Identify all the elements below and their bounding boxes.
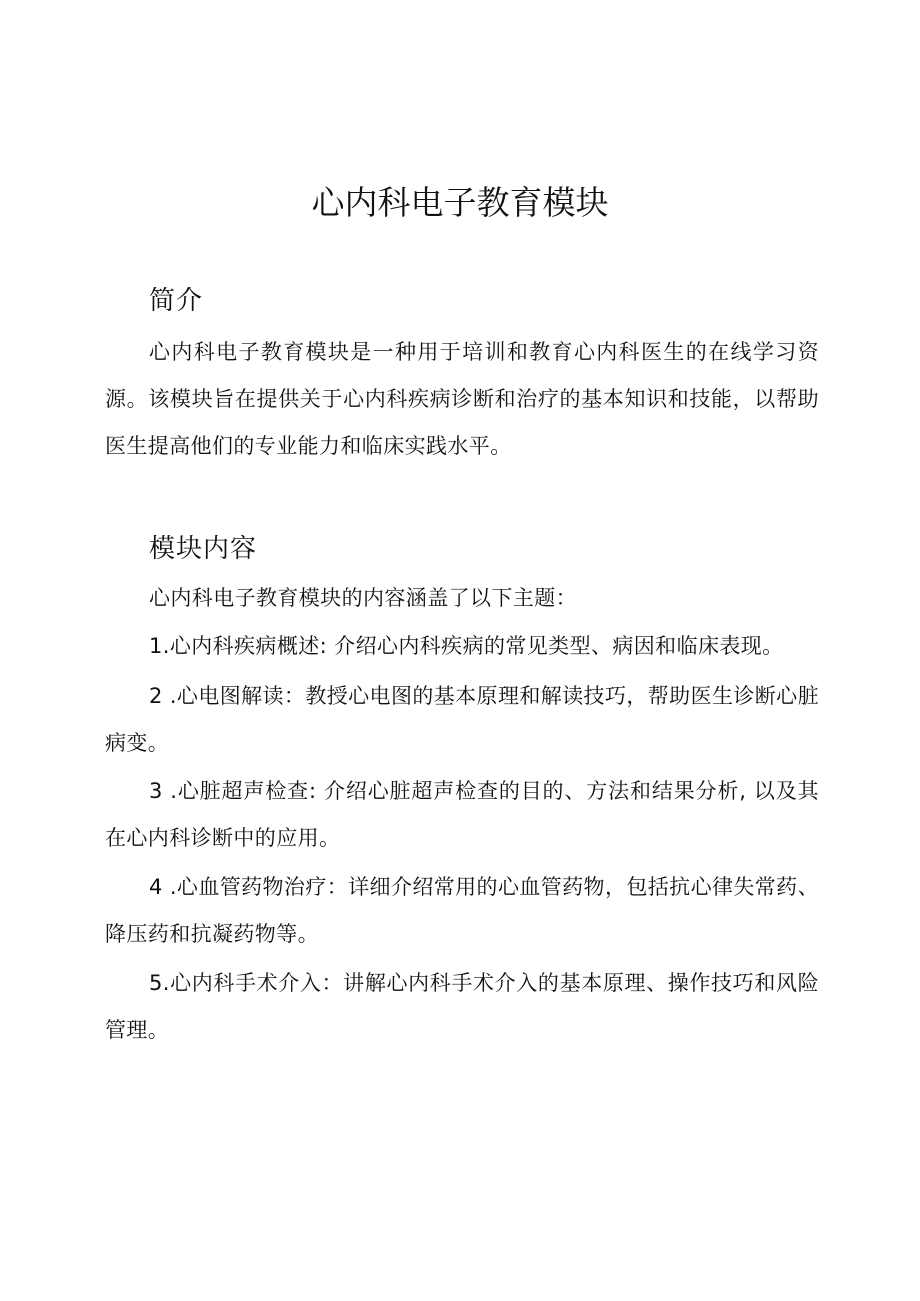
topic-item-4: 4 .心血管药物治疗：详细介绍常用的心血管药物，包括抗心律失常药、降压药和抗凝药物等。: [105, 875, 819, 946]
topic-item-2: 2 .心电图解读：教授心电图的基本原理和解读技巧，帮助医生诊断心脏病变。: [105, 684, 819, 755]
topic-item-1: 1.心内科疾病概述: 介绍心内科疾病的常见类型、病因和临床表现。: [149, 634, 784, 658]
topic-item-3: 3 .心脏超声检查: 介绍心脏超声检查的目的、方法和结果分析, 以及其在心内科诊断中的应用。: [105, 779, 819, 850]
document-title: 心内科电子教育模块: [311, 183, 609, 222]
intro-heading: 简介: [149, 286, 204, 316]
topic-item-5: 5.心内科手术介入：讲解心内科手术介入的基本原理、操作技巧和风险管理。: [105, 971, 819, 1042]
module-content-lead: 心内科电子教育模块的内容涵盖了以下主题：: [149, 586, 577, 610]
intro-paragraph: 心内科电子教育模块是一种用于培训和教育心内科医生的在线学习资源。该模块旨在提供关于心内科疾病诊断和治疗的基本知识和技能，以帮助医生提高他们的专业能力和临床实践水平。: [105, 340, 819, 458]
module-content-heading: 模块内容: [149, 534, 258, 564]
